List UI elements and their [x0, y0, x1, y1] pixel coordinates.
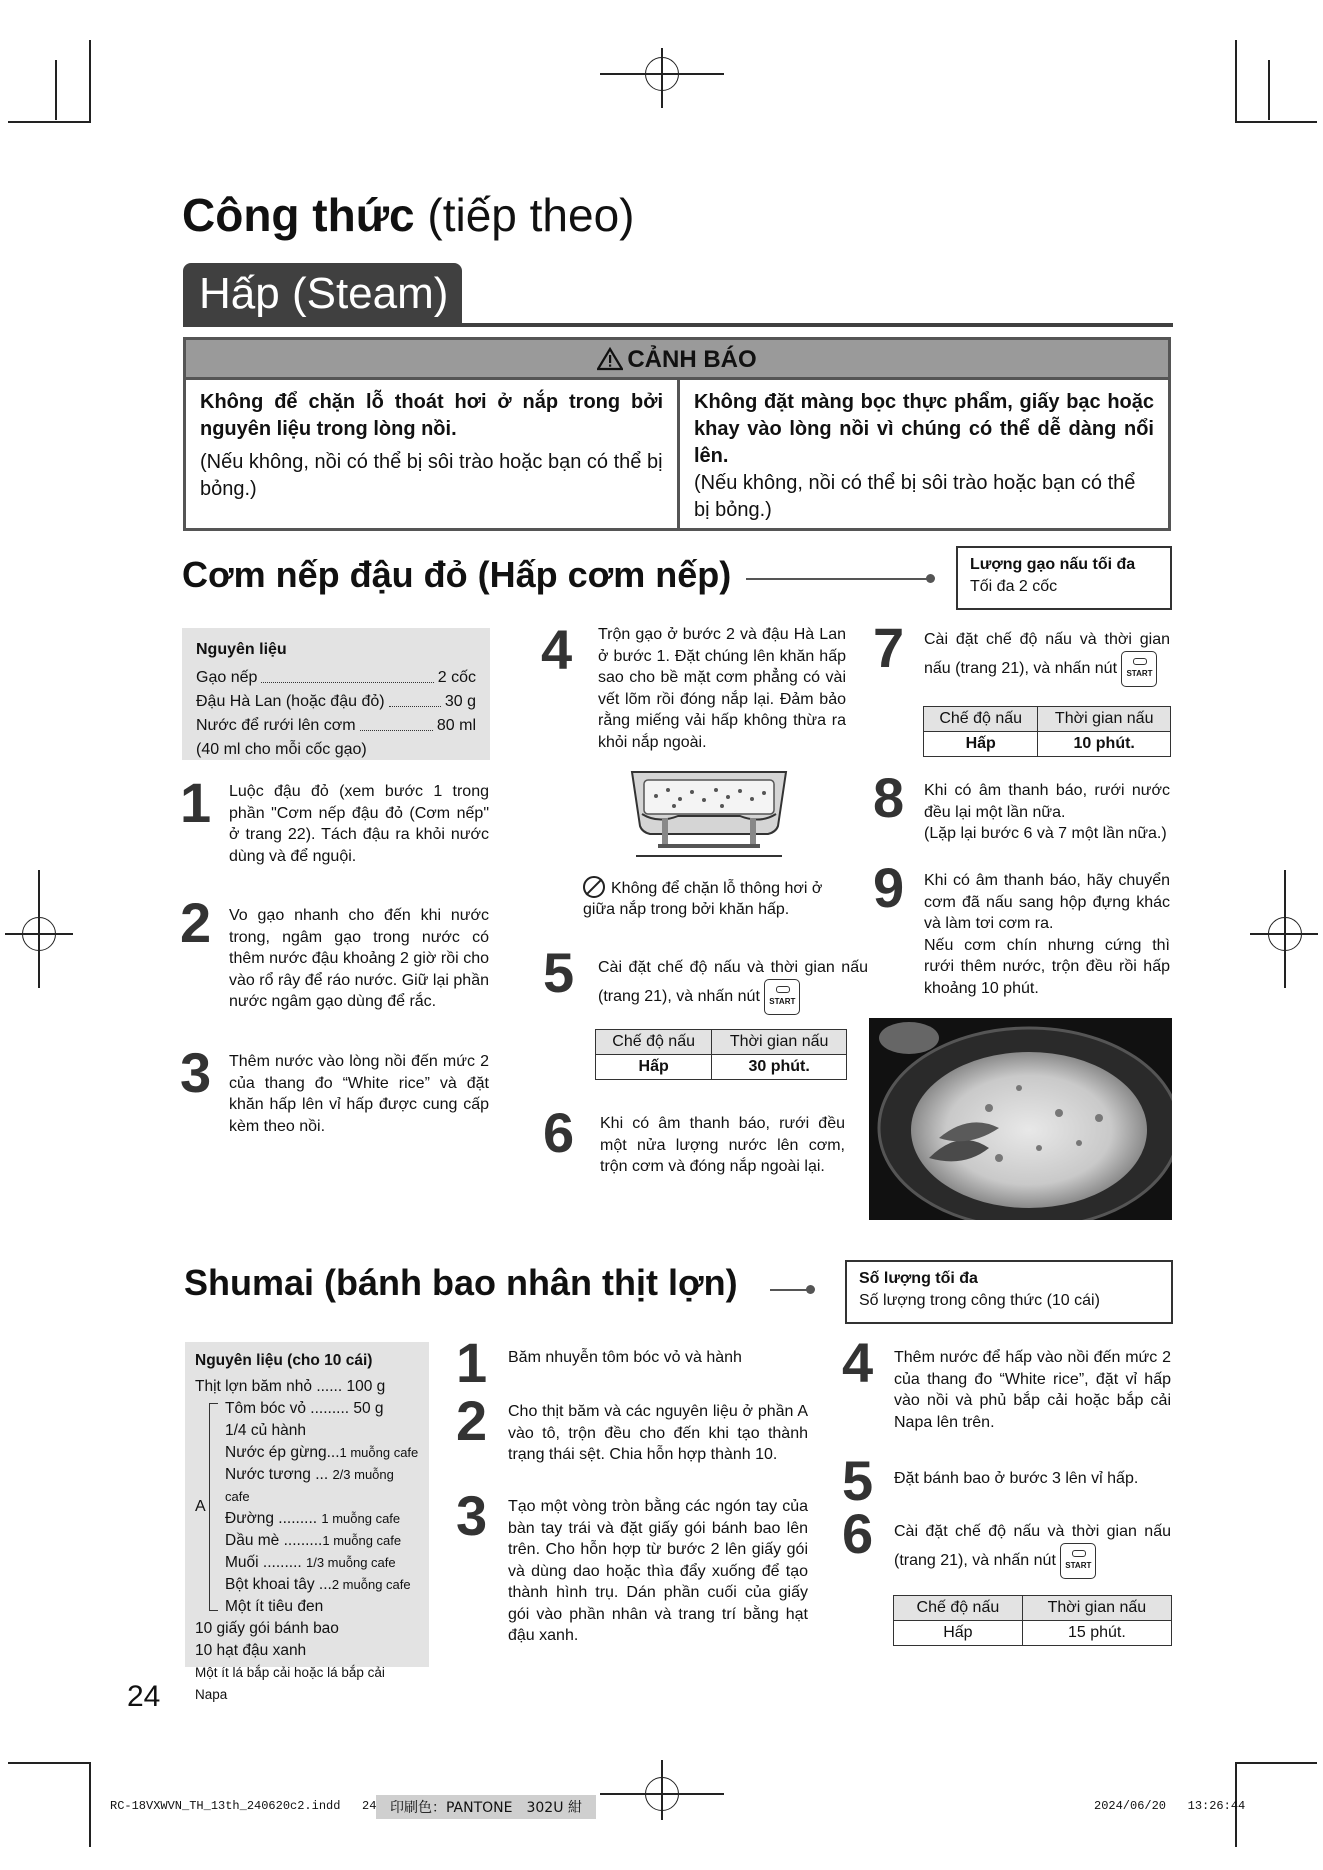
ingredient-group-a: A Tôm bóc vỏ ......... 50 g 1/4 củ hành Nước ép gừng...1 muỗng cafe Nước tương ... 2/3 muỗng cafe Đường ......... 1 muỗng cafe Dầu mè .........1 muỗng cafe Muối ......... 1/3 muỗng cafe Bột khoai tây ...2 muỗng cafe Một ít tiêu đen	[195, 1398, 419, 1618]
start-button-icon: START	[1121, 651, 1157, 687]
step-number: 1	[180, 771, 212, 834]
ingredient-row: Tôm bóc vỏ ......... 50 g	[225, 1400, 384, 1417]
step-number: 7	[873, 616, 905, 679]
footer-ink-tag: 印刷色：PANTONE 302U 紺	[376, 1795, 596, 1819]
recipe1-title: Cơm nếp đậu đỏ (Hấp cơm nếp)	[182, 554, 732, 595]
pointer-line	[770, 1289, 810, 1291]
dish-photo	[869, 1018, 1172, 1220]
page-number: 24	[127, 1680, 161, 1713]
ingredient-row: 1/4 củ hành	[225, 1422, 307, 1439]
step-text: Cho thịt băm và các nguyên liệu ở phần A vào tô, trộn đều cho đến khi tạo thành trạng thái sệt. Chia hỗn hợp thành 10.	[508, 1403, 808, 1463]
pointer-line	[746, 578, 930, 580]
mode-table-step7: Chế độ nấu Thời gian nấu Hấp 10 phút.	[923, 706, 1171, 757]
steamer-illustration	[628, 766, 790, 866]
step-text: Đặt bánh bao ở bước 3 lên vỉ hấp.	[894, 1470, 1139, 1487]
ingredient-row: Một ít tiêu đen	[225, 1598, 324, 1615]
step-text: Băm nhuyễn tôm bóc vỏ và hành	[508, 1349, 742, 1366]
pointer-dot	[926, 574, 935, 583]
step-text: Luộc đậu đỏ (xem bước 1 trong phần "Cơm nếp đậu đỏ (Cơm nếp" ở trang 22). Tách đậu ra khỏi nước dùng và để nguội.	[229, 783, 489, 865]
start-button-icon: START	[764, 979, 800, 1015]
ingredient-row: Bột khoai tây ...2 muỗng cafe	[225, 1576, 411, 1593]
step-number: 8	[873, 766, 905, 829]
recipe2-max-box: Số lượng tối đa Số lượng trong công thức (10 cái)	[845, 1260, 1173, 1324]
mode-table-step6: Chế độ nấu Thời gian nấu Hấp 15 phút.	[893, 1595, 1172, 1646]
warning-box	[183, 337, 1171, 531]
recipe1-ingredients: Nguyên liệu Gạo nếp 2 cốc Đậu Hà Lan (hoặc đậu đỏ) 30 g Nước để rưới lên cơm 80 ml (40 ml cho mỗi cốc gạo)	[182, 628, 490, 760]
ingredient-row: Nước để rưới lên cơm 80 ml	[196, 714, 476, 738]
prohibition-icon	[583, 876, 605, 898]
start-button-icon: START	[1060, 1543, 1096, 1579]
footer-file: RC-18VXWVN_TH_13th_240620c2.indd 24	[110, 1799, 377, 1813]
ingredient-row: Thịt lợn băm nhỏ ...... 100 g	[195, 1378, 386, 1395]
warning-right: Không đặt màng bọc thực phẩm, giấy bạc hoặc khay vào lòng nồi vì chúng có thể dễ dàng nổi lên. (Nếu không, nồi có thể bị sôi trào hoặc bạn có thể bị bỏng.)	[694, 391, 1154, 521]
ingredient-row: Nước tương ... 2/3 muỗng cafe	[225, 1466, 394, 1504]
recipe2-ingredients: Nguyên liệu (cho 10 cái) Thịt lợn băm nhỏ ...... 100 g A Tôm bóc vỏ ......... 50 g 1/4 củ hành Nước ép gừng...1 muỗng cafe Nước tương ... 2/3 muỗng cafe Đường ......... 1 muỗng cafe Dầu mè .........1 muỗng cafe Muối ......... 1/3 muỗng cafe Bột khoai tây ...2 muỗng cafe Một ít tiêu đen 10 giấy gói bánh bao 10 hạt đậu xanh Một ít lá bắp cải hoặc lá bắp cải Napa	[185, 1342, 429, 1667]
section-tab: Hấp (Steam)	[183, 263, 462, 325]
ingredient-row: Nước ép gừng...1 muỗng cafe	[225, 1444, 419, 1461]
step-text: Khi có âm thanh báo, rưới đều một nửa lượng nước lên cơm, trộn cơm và đóng nắp ngoài lại.	[600, 1115, 845, 1175]
step-number: 3	[456, 1484, 488, 1547]
section-rule	[183, 323, 1173, 327]
step-text: Khi có âm thanh báo, rưới nước đều lại một lần nữa. (Lặp lại bước 6 và 7 một lần nữa.)	[924, 782, 1170, 842]
ingredient-row: Gạo nếp 2 cốc	[196, 666, 476, 690]
recipe2-title: Shumai (bánh bao nhân thịt lợn)	[184, 1262, 738, 1303]
step-number: 6	[842, 1502, 874, 1565]
caution-note: Không để chặn lỗ thông hơi ở giữa nắp trong bởi khăn hấp.	[583, 876, 853, 920]
ingredient-row: Muối ......... 1/3 muỗng cafe	[225, 1554, 396, 1571]
step-number: 4	[842, 1331, 874, 1394]
step-text: Khi có âm thanh báo, hãy chuyển cơm đã nấu sang hộp đựng khác và làm tơi cơm ra. Nếu cơm chín nhưng cứng thì rưới thêm nước, trộn đều rồi hấp khoảng 10 phút.	[924, 872, 1170, 997]
step-number: 6	[543, 1101, 575, 1164]
step-text: Trộn gạo ở bước 2 và đậu Hà Lan ở bước 1. Đặt chúng lên khăn hấp sao cho bề mặt cơm phẳng có vài vết lõm rồi đóng nắp lại. Đảm bảo rằng miếng vải hấp không thừa ra khỏi nắp ngoài.	[598, 626, 846, 751]
step-text: Thêm nước vào lòng nồi đến mức 2 của thang đo “White rice” và đặt khăn hấp lên vỉ hấp được cung cấp kèm theo nồi.	[229, 1053, 489, 1135]
step-number: 5	[842, 1449, 874, 1512]
ingredient-row: Đường ......... 1 muỗng cafe	[225, 1510, 401, 1527]
footer-timestamp: 2024/06/20 13:26:44	[1094, 1799, 1246, 1813]
step-number: 5	[543, 941, 575, 1004]
pointer-dot	[806, 1285, 815, 1294]
step-number: 4	[541, 618, 573, 681]
mode-table-step5: Chế độ nấu Thời gian nấu Hấp 30 phút.	[595, 1029, 847, 1080]
warning-triangle-icon	[597, 347, 623, 371]
warning-header: CẢNH BÁO	[186, 340, 1168, 380]
step-text: Cài đặt chế độ nấu và thời gian nấu (trang 21), và nhấn nút START	[894, 1521, 1171, 1579]
step-number: 2	[456, 1389, 488, 1452]
step-text: Cài đặt chế độ nấu và thời gian nấu (trang 21), và nhấn nút START	[924, 629, 1170, 687]
recipe1-max-box: Lượng gạo nấu tối đa Tối đa 2 cốc	[956, 546, 1172, 610]
warning-left: Không để chặn lỗ thoát hơi ở nắp trong bởi nguyên liệu trong lòng nồi. (Nếu không, nồi có thể bị sôi trào hoặc bạn có thể bị bỏng.)	[200, 391, 663, 500]
step-number: 2	[180, 891, 212, 954]
step-number: 1	[456, 1331, 488, 1394]
step-text: Vo gạo nhanh cho đến khi nước trong, ngâm gạo trong nước có thêm nước đậu khoảng 2 giờ rồi cho vào rổ rây để ráo nước. Giữ lại phần nước ngâm gạo dùng để rắc.	[229, 907, 489, 1010]
step-text: Thêm nước để hấp vào nồi đến mức 2 của thang đo “White rice”, đặt vỉ hấp vào nồi và phủ bắp cải hoặc bắp cải Napa lên trên.	[894, 1349, 1171, 1431]
step-text: Tạo một vòng tròn bằng các ngón tay của bàn tay trái và đặt giấy gói bánh bao lên trên. Cho hỗn hợp từ bước 2 lên giấy gói và dùng dao hoặc thìa đẩy xuống để tạo thành hình trụ. Dán phần cuối của giấy gói vào phần nhân và trang trí bằng hạt đậu xanh.	[508, 1498, 808, 1644]
step-number: 3	[180, 1041, 212, 1104]
page-title: Công thức (tiếp theo)	[182, 189, 635, 241]
step-text: Cài đặt chế độ nấu và thời gian nấu (trang 21), và nhấn nút START	[598, 957, 868, 1015]
ingredient-row: Dầu mè .........1 muỗng cafe	[225, 1532, 402, 1549]
ingredient-row: Đậu Hà Lan (hoặc đậu đỏ) 30 g	[196, 690, 476, 714]
step-number: 9	[873, 856, 905, 919]
